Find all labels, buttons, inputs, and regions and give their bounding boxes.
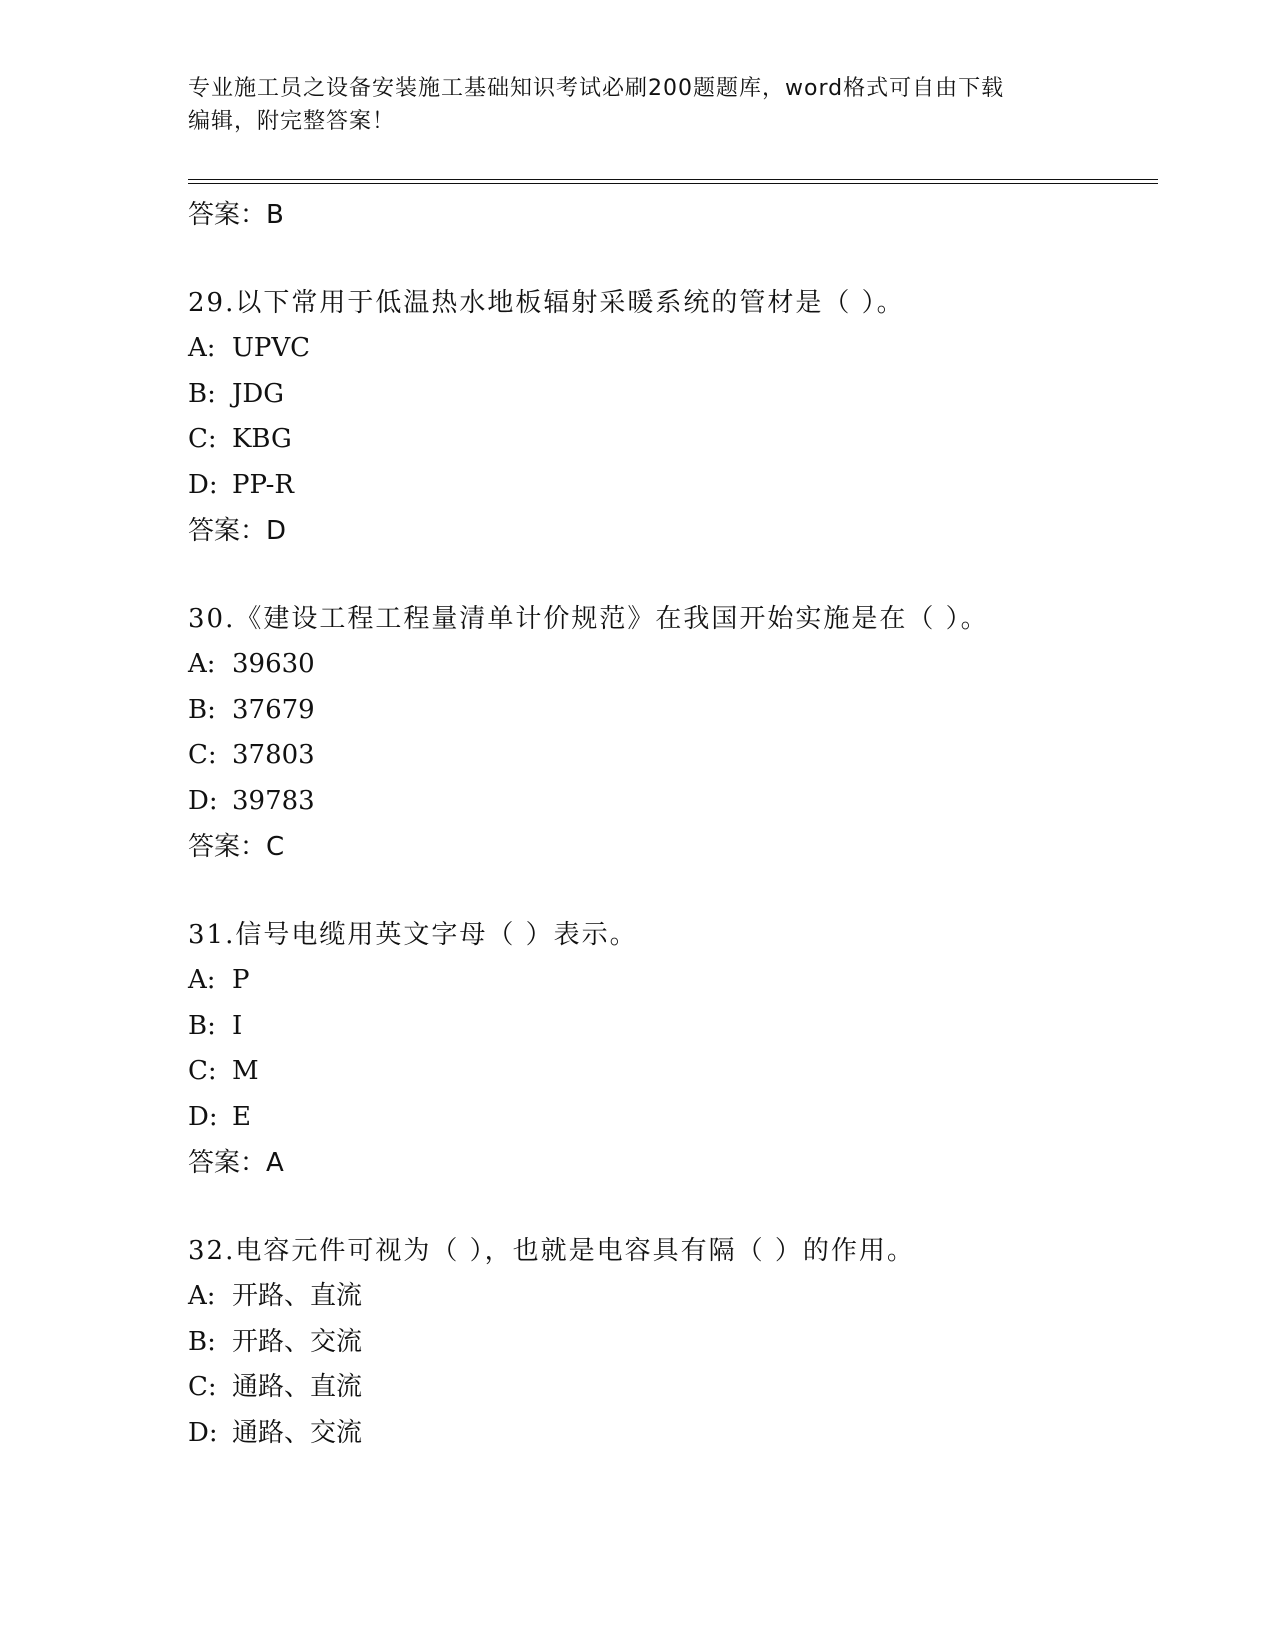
option-a [188,642,1168,688]
option-key: D: [188,469,218,500]
spacer [188,554,1168,596]
question-block [188,280,1168,554]
header-title-line-1: 专业施工员之设备安装施工基础知识考试必刷200题题库，word格式可自由下载 [188,76,1005,101]
header-divider-bottom [188,183,1158,184]
question-text: 30.《建设工程工程量清单计价规范》在我国开始实施是在（ ）。 [188,604,989,634]
option-key: D: [188,1101,218,1132]
option-value: 39783 [232,785,315,816]
option-key: A: [188,965,216,995]
option-b [188,1004,1168,1050]
option-value: 开路、交流 [232,1326,363,1357]
option-key: D: [188,785,218,816]
option-value: JDG [232,378,285,409]
question-list [188,192,1168,1456]
option-key: B: [188,378,216,409]
option-value: I [232,1010,243,1041]
document-header [188,72,1068,138]
answer-line: 答案：A [188,1148,284,1178]
option-value: E [232,1101,251,1132]
option-d [188,1095,1168,1141]
option-key: A: [188,1281,216,1311]
option-value: 37803 [232,740,315,770]
question-text: 32.电容元件可视为（ ），也就是电容具有隔（ ）的作用。 [188,1236,915,1266]
option-key: B: [188,694,216,725]
spacer [188,1186,1168,1228]
option-key: C: [188,1372,217,1402]
option-b [188,1320,1168,1366]
option-value: M [232,1056,259,1086]
question-text: 31.信号电缆用英文字母（ ）表示。 [188,920,638,950]
option-key: A: [188,333,216,363]
question-text: 29.以下常用于低温热水地板辐射采暖系统的管材是（ ）。 [188,288,905,318]
option-value: 通路、交流 [232,1417,363,1448]
option-c [188,417,1168,463]
option-key: C: [188,740,217,770]
option-d [188,463,1168,509]
option-value: 37679 [232,694,315,725]
option-value: 通路、直流 [232,1372,363,1402]
question-block [188,596,1168,870]
header-divider-top [188,179,1158,180]
option-a [188,958,1168,1004]
spacer [188,238,1168,280]
option-b [188,372,1168,418]
option-key: B: [188,1010,216,1041]
option-value: P [232,965,250,995]
answer-line: 答案：B [188,200,284,230]
question-block [188,1228,1168,1456]
answer-line: 答案：C [188,832,285,862]
option-key: B: [188,1326,216,1357]
option-key: D: [188,1417,218,1448]
option-d [188,779,1168,825]
header-title-line-2: 编辑，附完整答案！ [188,109,396,134]
option-value: PP-R [232,469,294,500]
option-c [188,1049,1168,1095]
option-d [188,1411,1168,1457]
option-a [188,326,1168,372]
question-block [188,912,1168,1186]
option-a [188,1274,1168,1320]
option-value: UPVC [232,333,311,363]
option-c [188,1365,1168,1411]
option-value: 39630 [232,649,315,679]
option-c [188,733,1168,779]
spacer [188,870,1168,912]
option-key: C: [188,424,217,454]
option-key: C: [188,1056,217,1086]
option-value: KBG [232,424,292,454]
answer-line: 答案：D [188,516,287,546]
option-key: A: [188,649,216,679]
option-value: 开路、直流 [232,1281,363,1311]
option-b [188,688,1168,734]
